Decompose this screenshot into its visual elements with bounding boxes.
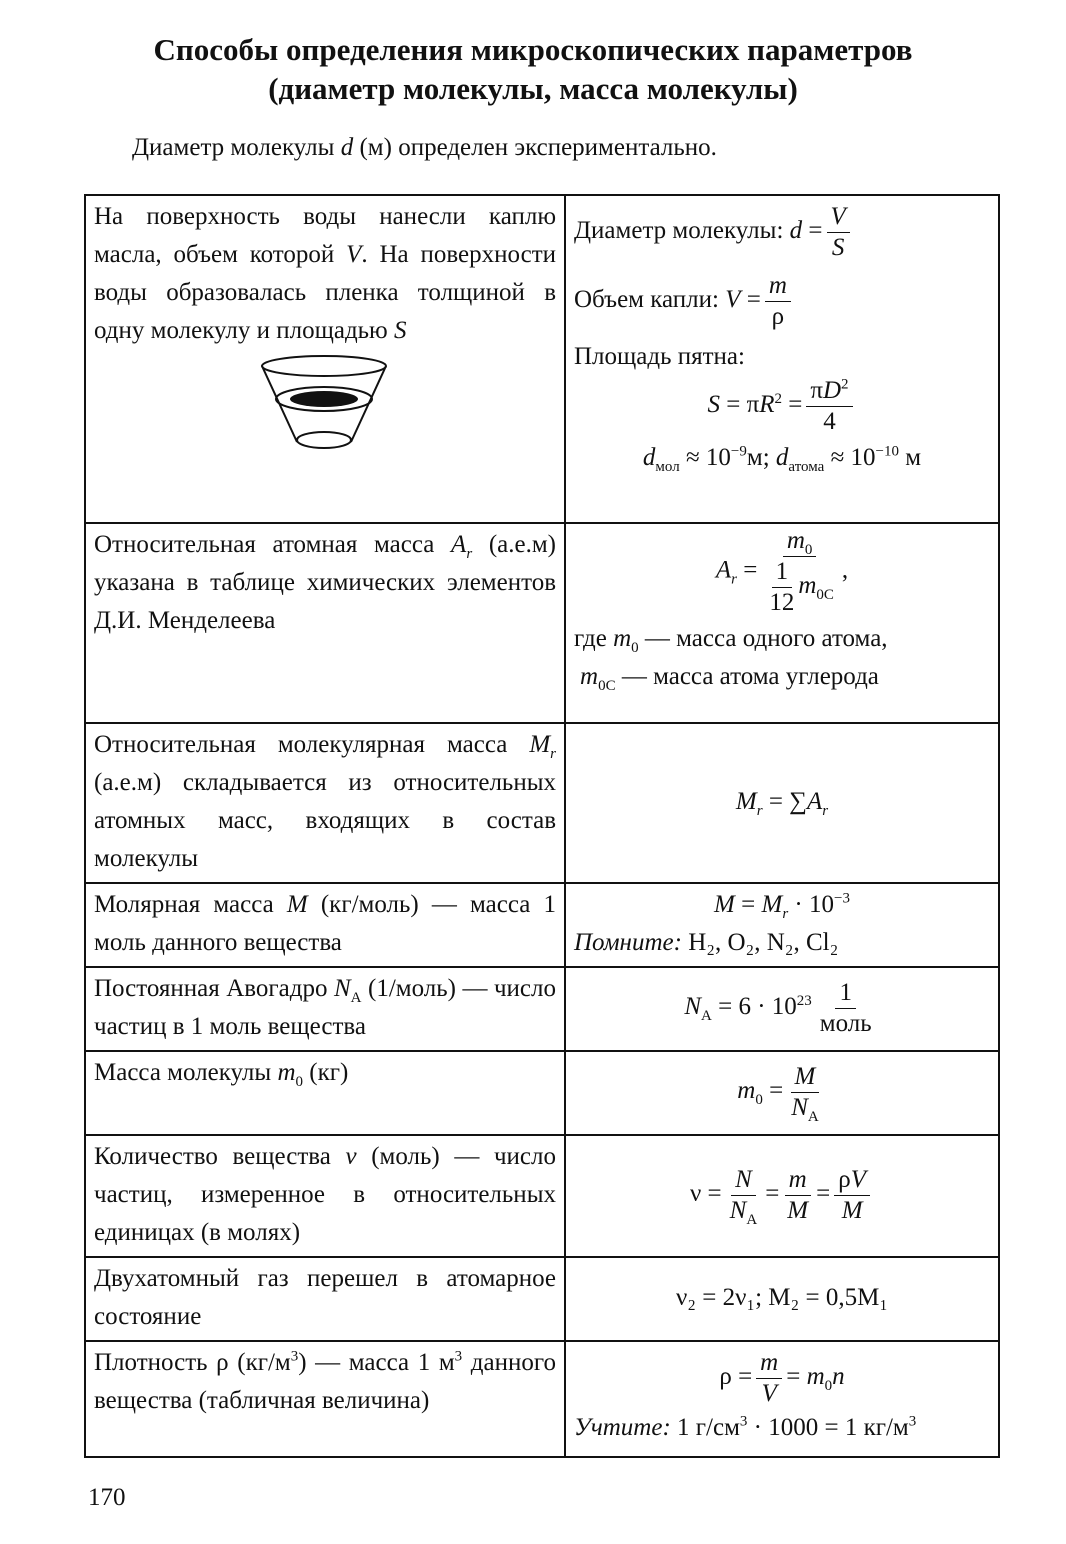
page-title: Способы определения микроскопических параметров (диаметр молекулы, масса молекулы) (153, 32, 913, 106)
row-formula: $A_r$ = $m_0$ $\frac{1}{12}$ $m_{0C}$ , где $m_0$ — масса одного атома, $m_{0C}$ — масса атома углерода (565, 523, 999, 723)
oil-drop-vessel-image (94, 354, 556, 466)
row-description: Постоянная Авогадро $N_A$ (1/моль) — число частиц в 1 моль вещества (85, 967, 565, 1051)
table-row (85, 1135, 999, 1257)
table-row (85, 523, 999, 723)
row-description: Относительная атомная масса $A_r$ (а.е.м) указана в таблице химических элементов Д.И. Менделеева (85, 523, 565, 723)
row-formula: $M_r = \sum A_r$ (565, 723, 999, 883)
row-formula: $N_A = 6 \cdot 10^{23}$ $\frac{1}{\text{моль}}$ (565, 967, 999, 1051)
row-description: Количество вещества ν (моль) — число частиц, измеренное в относительных единицах (в молях) (85, 1135, 565, 1257)
row-description: Плотность ρ $(кг/м^3)$ — масса 1 $м^3$ данного вещества (табличная величина) (85, 1341, 565, 1457)
row-formula: ν₂ = 2ν₁; M₂ = 0,5M₁ (565, 1257, 999, 1341)
row-description: Относительная молекулярная масса $M_r$ (а.е.м) складывается из относительных атомных масс, входящих в состав молекулы (85, 723, 565, 883)
intro-text: Диаметр молекулы d (м) определен экспериментально. (132, 134, 717, 161)
row-formula: $M = M_r \cdot 10^{-3}$ Помните: H₂, O₂, N₂, Cl₂ (565, 883, 999, 967)
table-row (85, 1257, 999, 1341)
row-description: Масса молекулы $m_0$ (кг) (85, 1051, 565, 1135)
parameters-table (84, 194, 1000, 1458)
row-formula: Диаметр молекулы: d = $\frac{V}{S}$ Объем капли: V = $\frac{m}{\rho}$ Площадь пятна: $S = \pi R^2$ = $\frac{\pi D^2}{4}$ $d_{мол} \approx 10^{-9}м$; $d_{атома} \approx 10^{-10}$ м (565, 195, 999, 523)
row-formula: ν = $\frac{N}{N_A}$ = $\frac{m}{M}$ = $\frac{\rho V}{M}$ (565, 1135, 999, 1257)
table-row (85, 1341, 999, 1457)
table-row (85, 195, 999, 523)
table-row (85, 883, 999, 967)
row-description: Двухатомный газ перешел в атомарное состояние (85, 1257, 565, 1341)
row-formula: ρ = $\frac{m}{V}$ = $m_0n$ Учтите: 1 $г/см^3 \cdot 1000 = 1$ $кг/м^3$ (565, 1341, 999, 1457)
row-description: Молярная масса M (кг/моль) — масса 1 моль данного вещества (85, 883, 565, 967)
row-description: На поверхность воды нанесли каплю масла, объем которой V. На поверхности воды образовалась пленка толщиной в одну молекулу и площадью S (85, 195, 565, 523)
page-number: 170 (88, 1484, 126, 1511)
table-row (85, 967, 999, 1051)
row-formula: $m_0$ = $\frac{M}{N_A}$ (565, 1051, 999, 1135)
table-row (85, 723, 999, 883)
table-row (85, 1051, 999, 1135)
